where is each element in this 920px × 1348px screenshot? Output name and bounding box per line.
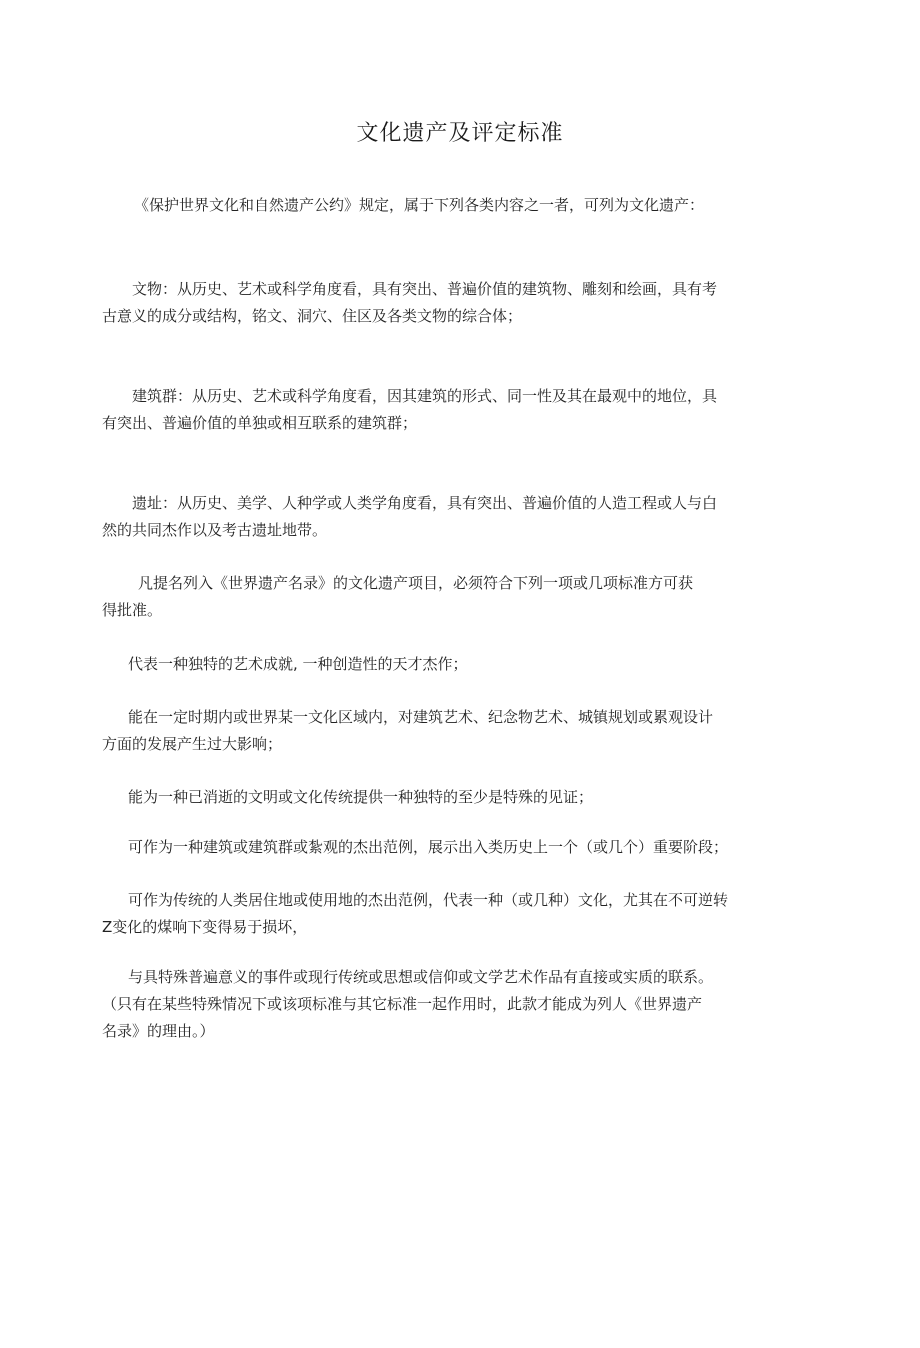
criterion-4-line-1: 可作为一种建筑或建筑群或紮观的杰出范例，展示出入类历史上一个（或几个）重要阶段；	[128, 838, 729, 856]
category-sites-line-1: 遗址：从历史、美学、人种学或人类学角度看，具有突出、普遍价值的人造工程或人与白	[132, 494, 718, 512]
category-sites-line-2: 然的共同杰作以及考古遗址地带。	[102, 521, 328, 539]
intro-paragraph	[134, 192, 704, 219]
category-building-groups-paragraph	[102, 383, 717, 437]
criteria-intro-line-1: 凡提名列入《世界遗产名录》的文化遗产项目，必须符合下列一项或几项标准方可获	[138, 574, 694, 592]
criterion-6	[102, 964, 713, 1045]
criterion-3	[102, 784, 593, 811]
criterion-5-line-1: 可作为传统的人类居住地或使用地的杰出范例，代表一种（或几种）文化，尤其在不可逆转	[128, 891, 729, 909]
document-title: 文化遗产及评定标准	[356, 121, 564, 146]
category-building-groups-line-1: 建筑群：从历史、艺术或科学角度看，因其建筑的形式、同一性及其在最观中的地位，具	[132, 387, 718, 405]
criterion-5-line-2: Z变化的煤响下变得易于损坏，	[102, 918, 308, 936]
category-sites-paragraph	[102, 490, 717, 544]
category-relics-line-2: 古意义的成分或结构，铭文、洞穴、住区及各类文物的综合体；	[102, 307, 523, 325]
category-relics-paragraph	[102, 276, 717, 330]
criterion-1-line-1: 代表一种独特的艺术成就, 一种创造性的天才杰作；	[128, 655, 468, 673]
criterion-4	[102, 834, 728, 861]
criterion-2-line-1: 能在一定时期内或世界某一文化区域内，对建筑艺术、纪念物艺术、城镇规划或累观设计	[128, 708, 714, 726]
criterion-3-line-1: 能为一种已消逝的文明或文化传统提供一种独特的至少是特殊的见证；	[128, 788, 594, 806]
category-building-groups-line-2: 有突出、普遍价值的单独或相互联系的建筑群；	[102, 414, 418, 432]
intro-text: 《保护世界文化和自然遗产公约》规定，属于下列各类内容之一者，可列为文化遗产：	[134, 196, 705, 214]
criteria-intro-paragraph	[102, 570, 693, 624]
criterion-2	[102, 704, 713, 758]
criterion-2-line-2: 方面的发展产生过大影响；	[102, 735, 283, 753]
criterion-6-line-1: 与具特殊普遍意义的事件或现行传统或思想或信仰或文学艺术作品有直接或实质的联系。	[128, 968, 714, 986]
criterion-1	[102, 651, 468, 678]
criterion-5	[102, 887, 728, 941]
criteria-intro-line-2: 得批准。	[102, 601, 163, 619]
criterion-6-line-2: （只有在某些特殊情况下或该项标准与其它标准一起作用时，此款才能成为列人《世界遗产	[102, 995, 703, 1013]
criterion-6-line-3: 名录》的理由。）	[102, 1022, 215, 1040]
category-relics-line-1: 文物：从历史、艺术或科学角度看，具有突出、普遍价值的建筑物、雕刻和绘画，具有考	[132, 280, 718, 298]
